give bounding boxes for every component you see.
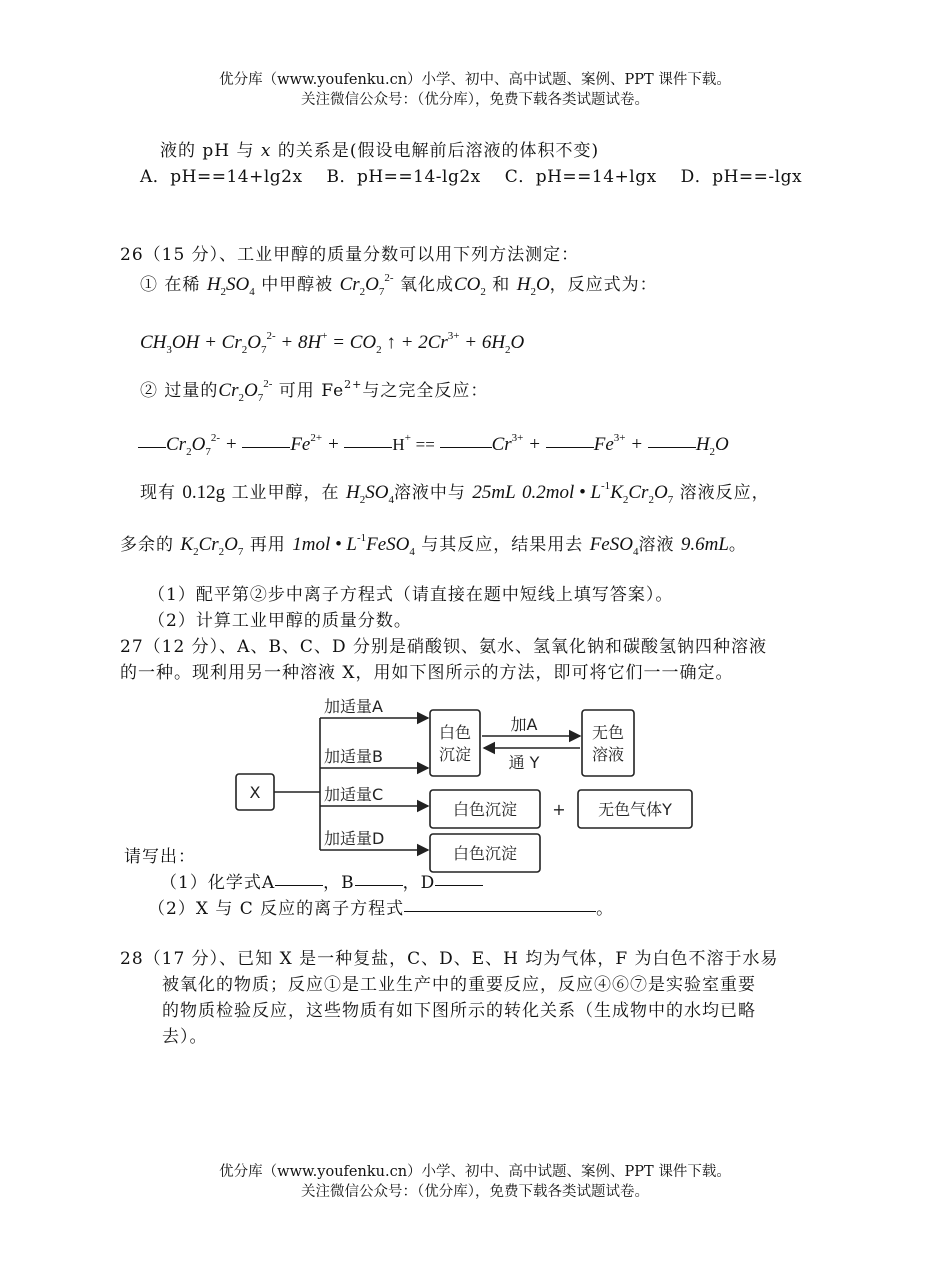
q26-step2-b: 可用 Fe — [278, 381, 345, 401]
label-add-a-arrow: 加A — [510, 715, 538, 734]
q26-data1-a: 现有 — [140, 483, 176, 503]
label-pass-y: 通 Y — [508, 753, 540, 772]
q26-data-line-1 — [140, 478, 770, 506]
q27-title-line-1: 27（12 分）、A、B、C、D 分别是硝酸钡、氨水、氢氧化钠和碳酸氢钠四种溶液 — [120, 637, 767, 657]
blank-ionic-equation[interactable] — [404, 911, 596, 912]
q25-option-d: D．pH==-lgx — [680, 167, 803, 187]
label-add-b: 加适量B — [324, 747, 383, 766]
q26-conc-1-text: 0.2mol • L — [522, 482, 602, 503]
header-line-2: 关注微信公众号：（优分库），免费下载各类试题试卷。 — [301, 92, 649, 108]
q27-sub1-d: ，D — [402, 873, 436, 893]
q25-stem — [160, 136, 599, 161]
page-header — [0, 70, 950, 110]
footer-line-1: 优分库（www.youfenku.cn）小学、初中、高中试题、案例、PPT 课件下载。 — [219, 1164, 731, 1180]
blank-formula-b[interactable] — [355, 885, 403, 886]
q27-sub1-text: （1）化学式A — [160, 873, 276, 893]
formula-h2so4-2: $H_2SO_4$ — [345, 482, 394, 506]
q26-data2-b: 再用 — [249, 535, 286, 555]
label-precipitate-1: 沉淀 — [438, 745, 472, 764]
footer-line-2: 关注微信公众号：（优分库），免费下载各类试题试卷。 — [301, 1184, 649, 1200]
q26-step1-c: 氧化成 — [399, 275, 454, 295]
label-add-d: 加适量D — [324, 829, 385, 848]
q26-data2-e: 。 — [728, 535, 747, 555]
q28-line-4: 去）。 — [162, 1027, 208, 1047]
formula-feso4: FeSO$_4$ — [589, 534, 639, 558]
q27-title-line-2: 的一种。现利用另一种溶液 X，用如下图所示的方法，即可将它们一一确定。 — [120, 663, 734, 683]
label-colorless: 无色 — [591, 723, 625, 742]
label-colorless-gas-y: 无色气体Y — [598, 800, 672, 819]
reaction-equation-2: $Cr_2O_7^{2-} + Fe^{2+} + H^+ == Cr^{3+} + Fe^{3+} + H_2O$ — [138, 432, 729, 458]
q26-data2-d: 溶液 — [638, 535, 675, 555]
q26-volume-2: 9.6mL — [680, 534, 729, 555]
blank-formula-d[interactable] — [435, 885, 483, 886]
q26-sub-1: （1）配平第②步中离子方程式（请直接在题中短线上填写答案）。 — [148, 585, 674, 605]
q26-step1-e: ，反应式为： — [549, 275, 658, 295]
q28-line-3: 的物质检验反应，这些物质有如下图所示的转化关系（生成物中的水均已略 — [162, 1001, 756, 1021]
q26-data1-c: 溶液中与 — [393, 483, 466, 503]
q26-data-line-2 — [120, 530, 747, 558]
q27-please-write: 请写出： — [124, 847, 196, 867]
label-plus: + — [552, 800, 566, 819]
q26-volume-1: 25mL — [472, 482, 516, 503]
q26-step2 — [140, 376, 488, 404]
q26-data2-c: 与其反应，结果用去 — [421, 535, 584, 555]
blank-coef-h[interactable] — [344, 447, 392, 448]
q27-sub2-end: 。 — [596, 899, 615, 919]
q25-stem-b: 的关系是(假设电解前后溶液的体积不变) — [271, 141, 600, 161]
q26-step1-a: ① 在稀 — [140, 275, 201, 295]
q27-sub-1 — [160, 868, 483, 893]
q26-conc-1: 0.2mol • $L^{-1}K_2Cr_2O_7$ — [522, 480, 674, 506]
q27-sub2-text: （2）X 与 C 反应的离子方程式 — [148, 899, 405, 919]
label-white-precipitate-d: 白色沉淀 — [452, 844, 518, 863]
q27-sub-2 — [148, 894, 614, 919]
formula-k2cr2o7: $K_2Cr_2O_7$ — [180, 534, 244, 558]
formula-h2o: $H_2O$ — [516, 274, 550, 298]
blank-coef-fe2[interactable] — [242, 447, 290, 448]
q26-data1-d: 溶液反应， — [679, 483, 770, 503]
formula-cr2o7: $Cr_2O_7^{2-}$ — [339, 272, 394, 298]
q26-conc-2-text: 1mol • L — [292, 534, 357, 555]
q28-line-2: 被氧化的物质；反应①是工业生产中的重要反应，反应④⑥⑦是实验室重要 — [162, 975, 756, 995]
blank-coef-cr2o7[interactable] — [138, 447, 166, 448]
q26-step1 — [140, 270, 658, 298]
formula-cr2o7-2: $Cr_2O_7^{2-}$ — [218, 378, 273, 404]
label-white-1: 白色 — [438, 723, 472, 742]
label-add-c: 加适量C — [324, 785, 384, 804]
q26-mass: 0.12g — [182, 482, 226, 503]
q25-stem-a: 液的 pH 与 — [160, 141, 261, 161]
label-white-precipitate-c: 白色沉淀 — [452, 800, 518, 819]
q26-step1-d: 和 — [492, 275, 511, 295]
q26-step1-b: 中甲醇被 — [261, 275, 334, 295]
q25-option-b: B．pH==14-lg2x — [326, 167, 481, 187]
eq2-eq: == — [415, 435, 435, 454]
blank-formula-a[interactable] — [275, 885, 323, 886]
q27-flow-diagram — [220, 692, 740, 878]
q26-step2-d: 与之完全反应： — [362, 381, 489, 401]
reaction-equation-1: $CH_3OH + Cr_2O_7^{2-} + 8H^+ = CO_2$ ↑ + $2Cr^{3+} + 6H_2O$ — [140, 330, 525, 356]
label-solution: 溶液 — [591, 745, 625, 764]
label-add-a: 加适量A — [324, 697, 383, 716]
q28-line-1: 28（17 分）、已知 X 是一种复盐，C、D、E、H 均为气体，F 为白色不溶于水易 — [120, 949, 779, 969]
q27-sub1-b: ，B — [323, 873, 355, 893]
box-white-precipitate-ab — [430, 710, 480, 776]
label-x: X — [249, 783, 261, 802]
q25-option-a: A．pH==14+lg2x — [140, 167, 303, 187]
q25-var-x: x — [260, 141, 272, 161]
q25-options — [140, 162, 802, 187]
blank-coef-h2o[interactable] — [648, 447, 696, 448]
q26-conc-2: 1mol • $L^{-1}FeSO_4$ — [292, 532, 415, 558]
formula-co2: $CO_2$ — [453, 274, 486, 298]
formula-h2so4: $H_2SO_4$ — [206, 274, 255, 298]
q25-option-c: C．pH==14+lgx — [504, 167, 657, 187]
eq2-h: H — [392, 435, 405, 454]
q26-step2-a: ② 过量的 — [140, 381, 219, 401]
header-line-1: 优分库（www.youfenku.cn）小学、初中、高中试题、案例、PPT 课件下载。 — [219, 72, 731, 88]
box-colorless-solution — [582, 710, 634, 776]
q26-step2-c: 2+ — [344, 378, 363, 391]
q26-data1-b: 工业甲醇，在 — [231, 483, 340, 503]
q26-sub-2: （2）计算工业甲醇的质量分数。 — [148, 611, 412, 631]
page-footer — [0, 1162, 950, 1202]
q26-data2-a: 多余的 — [120, 535, 174, 555]
blank-coef-cr3[interactable] — [440, 447, 492, 448]
blank-coef-fe3[interactable] — [546, 447, 594, 448]
q26-title: 26（15 分）、工业甲醇的质量分数可以用下列方法测定： — [120, 245, 580, 265]
